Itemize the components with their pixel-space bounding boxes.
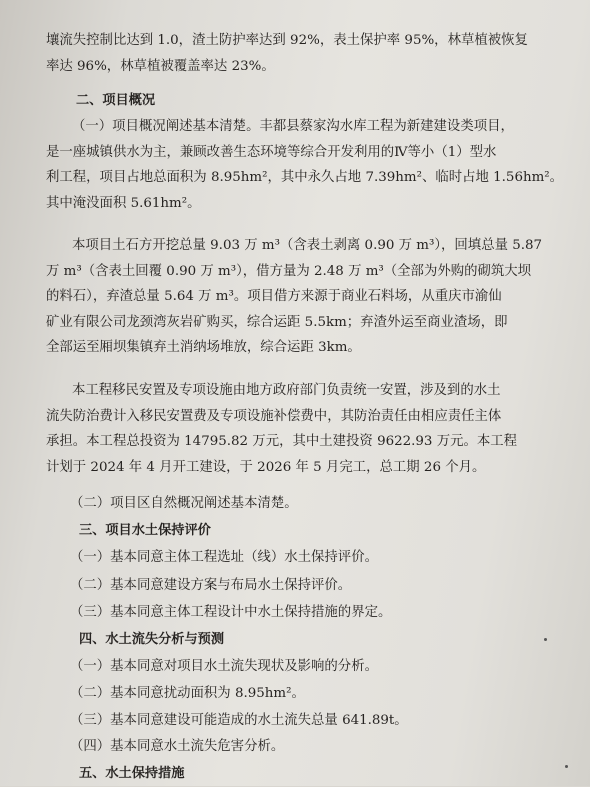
section-heading-2: 二、项目概况 — [76, 93, 156, 108]
earthwork-paragraph — [46, 233, 568, 361]
text-line: 承担。本工程总投资为 14795.82 万元，其中土建投资 9622.93 万元。本工程 — [46, 434, 518, 449]
text-line: 计划于 2024 年 4 月开工建设，于 2026 年 5 月完工，总工期 26 个月。 — [46, 459, 486, 475]
text-line: 本工程移民安置及专项设施由地方政府部门负责统一安置，涉及到的水土 — [72, 383, 501, 398]
section3-item-3: （三）基本同意主体工程设计中水土保持措施的界定。 — [70, 605, 392, 620]
section-heading-5: 五、水土保持措施 — [79, 766, 185, 781]
text-line: 利工程，项目占地总面积为 8.95hm²，其中永久占地 7.39hm²、临时占地 1.56hm²。 — [46, 170, 564, 185]
text-line: 万 m³（含表土回覆 0.90 万 m³），借方量为 2.48 万 m³（全部为外购的砌筑大坝 — [46, 263, 532, 279]
text-line: 全部运至厢坝集镇弃土消纳场堆放，综合运距 3km。 — [46, 340, 361, 355]
text-line: 流失防治费计入移民安置费及专项设施补偿费中，其防治责任由相应责任主体 — [46, 408, 502, 424]
section-heading-4: 四、水土流失分析与预测 — [79, 632, 225, 647]
section4-item-4: （四）基本同意水土流失危害分析。 — [70, 739, 285, 754]
text-line: （一）项目概况阐述基本清楚。丰都县蔡家沟水库工程为新建建设类项目， — [72, 119, 514, 134]
text-line: 壤流失控制比达到 1.0，渣土防护率达到 92%，表土保护率 95%，林草植被恢复 — [46, 33, 528, 48]
section4-item-2: （二）基本同意扰动面积为 8.95hm²。 — [70, 686, 305, 701]
resettlement-paragraph — [46, 378, 568, 480]
paper-speck — [565, 765, 568, 768]
text-line: 矿业有限公司龙颈湾灰岩矿购买，综合运距 5.5km；弃渣外运至商业渣场，即 — [46, 314, 508, 330]
text-line: 其中淹没面积 5.61hm²。 — [46, 195, 201, 211]
section3-item-2: （二）基本同意建设方案与布局水土保持评价。 — [70, 578, 352, 593]
paper-speck — [544, 638, 547, 641]
project-overview-paragraph — [46, 114, 568, 216]
text-line: 本项目土石方开挖总量 9.03 万 m³（含表土剥离 0.90 万 m³），回填总量 5.87 — [72, 238, 543, 253]
text-line: 率达 96%，林草植被覆盖率达 23%。 — [46, 58, 275, 74]
section4-item-3: （三）基本同意建设可能造成的水土流失总量 641.89t。 — [70, 713, 408, 728]
section4-item-1: （一）基本同意对项目水土流失现状及影响的分析。 — [70, 659, 378, 674]
section-heading-3: 三、项目水土保持评价 — [79, 523, 211, 538]
section2-item-2: （二）项目区自然概况阐述基本清楚。 — [70, 496, 298, 511]
intro-paragraph — [46, 28, 568, 79]
text-line: 的料石），弃渣总量 5.64 万 m³。项目借方来源于商业石料场，从重庆市渝仙 — [46, 289, 502, 304]
text-line: 是一座城镇供水为主，兼顾改善生态环境等综合开发利用的Ⅳ等小（1）型水 — [46, 144, 497, 160]
section3-item-1: （一）基本同意主体工程选址（线）水土保持评价。 — [70, 550, 378, 565]
